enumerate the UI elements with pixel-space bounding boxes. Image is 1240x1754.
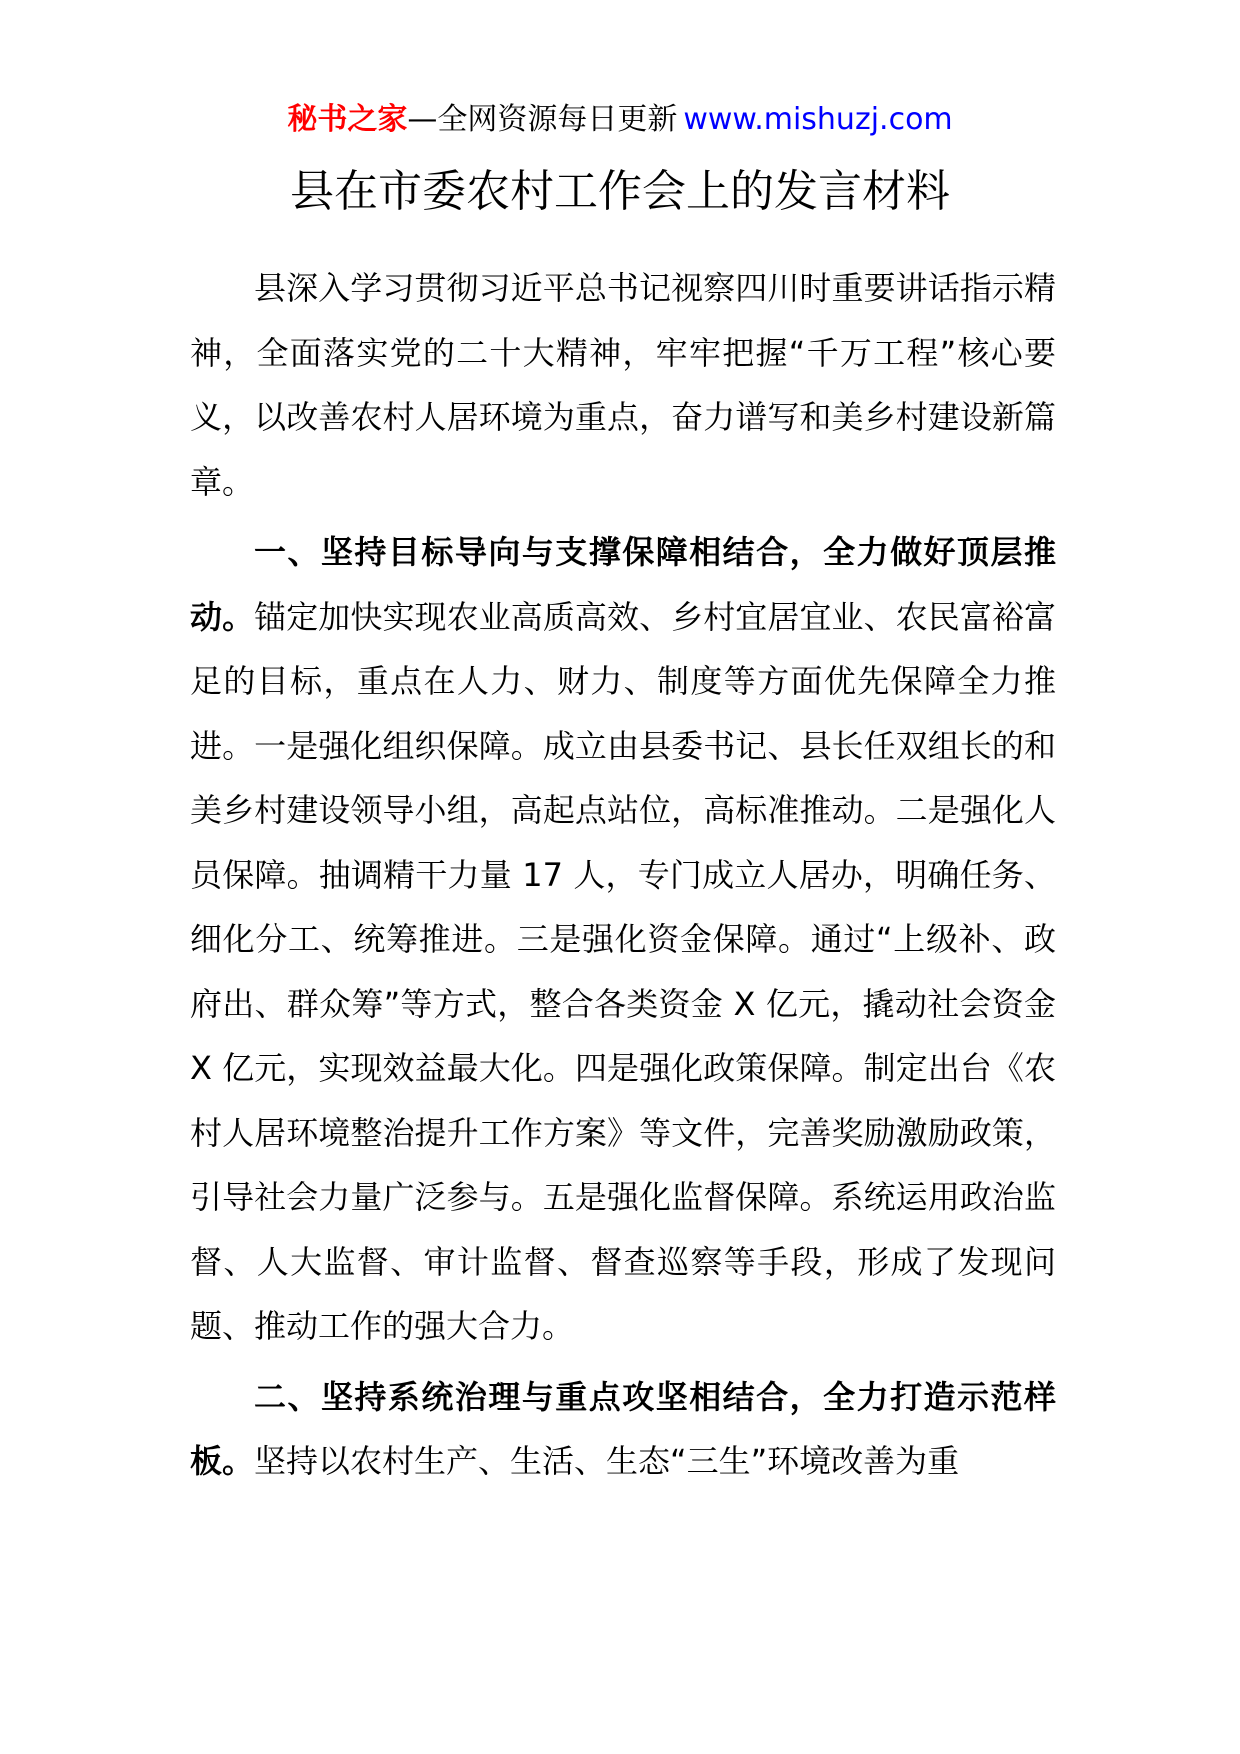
document-body <box>190 256 1056 1500</box>
header-slogan: —全网资源每日更新 <box>407 102 678 137</box>
section-1-text: 锚定加快实现农业高质高效、乡村宜居宜业、农民富裕富足的目标，重点在人力、财力、制度等方面优先保障全力推进。一是强化组织保障。成立由县委书记、县长任双组长的和美乡村建设领导小组，高起点站位，高标准推动。二是强化人员保障。抽调精干力量 17 人，专门成立人居办，明确任务、细化分工、统筹推进。三是强化资金保障。通过“上级补、政府出、群众筹”等方式，整合各类资金 X 亿元，撬动社会资金 X 亿元，实现效益最大化。四是强化政策保障。制定出台《农村人居环境整治提升工作方案》等文件，完善奖励激励政策，引导社会力量广泛参与。五是强化监督保障。系统运用政治监督、人大监督、审计监督、督查巡察等手段，形成了发现问题、推动工作的强大合力。 <box>190 597 1056 1345</box>
document-title: 县在市委农村工作会上的发言材料 <box>290 166 950 217</box>
site-url-link[interactable]: www.mishuzj.com <box>683 102 953 137</box>
section-1-heading: 一、坚持目标导向与支撑保障相结合，全力做好顶层推动。 <box>190 533 1056 636</box>
paragraph-intro <box>190 256 1056 514</box>
section-2-heading: 二、坚持系统治理与重点攻坚相结合，全力打造示范样板。 <box>190 1377 1056 1480</box>
paragraph-section-2 <box>190 1365 1056 1494</box>
brand-name: 秘书之家 <box>287 102 408 137</box>
paragraph-text: 县深入学习贯彻习近平总书记视察四川时重要讲话指示精神，全面落实党的二十大精神，牢牢把握“千万工程”核心要义，以改善农村人居环境为重点，奋力谱写和美乡村建设新篇章。 <box>190 269 1056 501</box>
paragraph-section-1 <box>190 520 1056 1359</box>
section-2-text: 坚持以农村生产、生活、生态“三生”环境改善为重 <box>254 1442 960 1480</box>
site-header <box>0 98 1240 142</box>
